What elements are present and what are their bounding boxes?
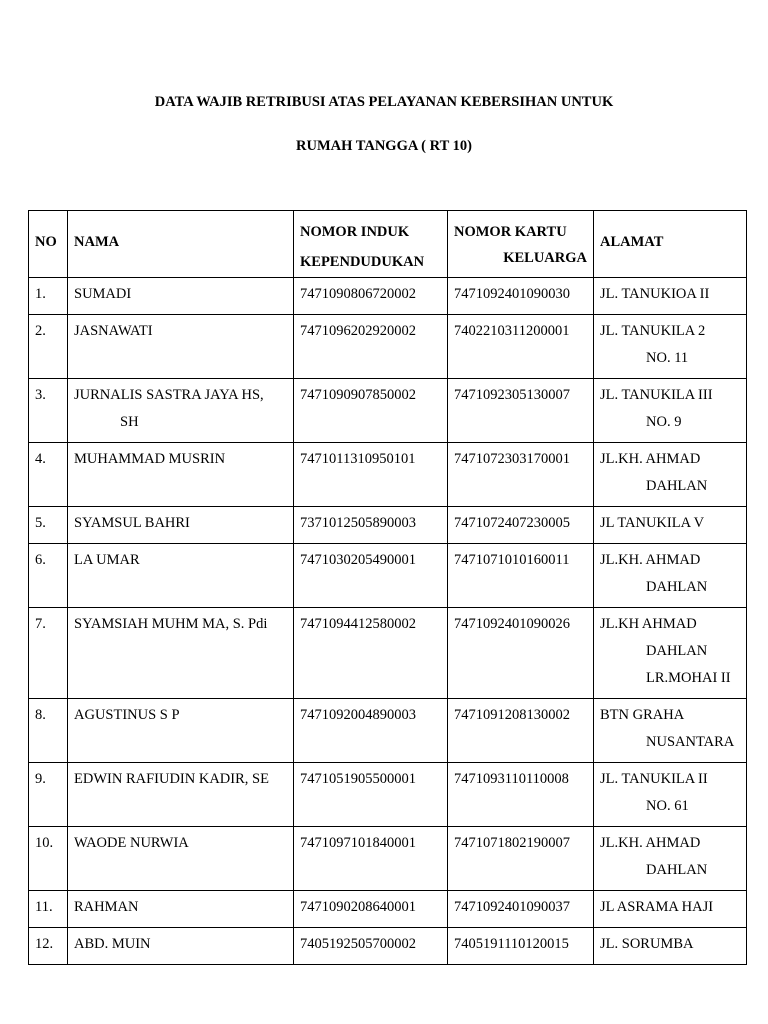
cell-alamat: JL.KH. AHMAD DAHLAN <box>594 827 747 891</box>
cell-kk: 7471072303170001 <box>448 443 594 507</box>
cell-kk: 7471092305130007 <box>448 379 594 443</box>
cell-nama: ABD. MUIN <box>68 928 294 965</box>
table-row <box>29 891 747 928</box>
cell-alamat: JL.KH. AHMAD DAHLAN <box>594 443 747 507</box>
cell-alamat: JL.KH. AHMAD DAHLAN <box>594 544 747 608</box>
cell-nik: 7471090907850002 <box>294 379 448 443</box>
table-row <box>29 507 747 544</box>
cell-kk: 7471071802190007 <box>448 827 594 891</box>
cell-alamat: JL.KH AHMAD DAHLAN LR.MOHAI II <box>594 608 747 699</box>
cell-no: 9. <box>29 763 68 827</box>
cell-no: 12. <box>29 928 68 965</box>
table-row <box>29 763 747 827</box>
cell-nik: 7471092004890003 <box>294 699 448 763</box>
cell-kk: 7471091208130002 <box>448 699 594 763</box>
cell-nama: LA UMAR <box>68 544 294 608</box>
cell-nik: 7471094412580002 <box>294 608 448 699</box>
table-row <box>29 379 747 443</box>
header-nama: NAMA <box>68 211 294 278</box>
cell-nama: JURNALIS SASTRA JAYA HS, SH <box>68 379 294 443</box>
header-alamat: ALAMAT <box>594 211 747 278</box>
cell-alamat: JL. TANUKILA III NO. 9 <box>594 379 747 443</box>
document-subtitle: RUMAH TANGGA ( RT 10) <box>296 138 472 154</box>
table-row <box>29 443 747 507</box>
cell-no: 7. <box>29 608 68 699</box>
cell-alamat: JL. TANUKILA 2 NO. 11 <box>594 315 747 379</box>
cell-nama: SYAMSUL BAHRI <box>68 507 294 544</box>
cell-kk: 7471092401090037 <box>448 891 594 928</box>
cell-nama: SUMADI <box>68 278 294 315</box>
cell-nik: 7471096202920002 <box>294 315 448 379</box>
cell-nik: 7471090806720002 <box>294 278 448 315</box>
cell-kk: 7402210311200001 <box>448 315 594 379</box>
cell-no: 2. <box>29 315 68 379</box>
cell-no: 4. <box>29 443 68 507</box>
cell-nik: 7471097101840001 <box>294 827 448 891</box>
cell-nik: 7471011310950101 <box>294 443 448 507</box>
cell-alamat: BTN GRAHA NUSANTARA <box>594 699 747 763</box>
table-row <box>29 827 747 891</box>
cell-nama: AGUSTINUS S P <box>68 699 294 763</box>
cell-nama: JASNAWATI <box>68 315 294 379</box>
table-row <box>29 608 747 699</box>
cell-kk: 7471092401090030 <box>448 278 594 315</box>
cell-no: 5. <box>29 507 68 544</box>
cell-nama: WAODE NURWIA <box>68 827 294 891</box>
document-title: DATA WAJIB RETRIBUSI ATAS PELAYANAN KEBERSIHAN UNTUK <box>154 94 614 110</box>
cell-no: 6. <box>29 544 68 608</box>
cell-no: 3. <box>29 379 68 443</box>
cell-nama: RAHMAN <box>68 891 294 928</box>
table-header-row <box>29 211 747 278</box>
cell-kk: 7405191110120015 <box>448 928 594 965</box>
cell-kk: 7471093110110008 <box>448 763 594 827</box>
cell-kk: 7471072407230005 <box>448 507 594 544</box>
cell-no: 1. <box>29 278 68 315</box>
cell-nik: 7471051905500001 <box>294 763 448 827</box>
cell-nik: 7371012505890003 <box>294 507 448 544</box>
cell-no: 11. <box>29 891 68 928</box>
header-nik: NOMOR INDUK KEPENDUDUKAN <box>294 211 448 278</box>
cell-alamat: JL TANUKILA V <box>594 507 747 544</box>
cell-nik: 7405192505700002 <box>294 928 448 965</box>
table-row <box>29 699 747 763</box>
table-row <box>29 928 747 965</box>
header-kk: NOMOR KARTU KELUARGA <box>448 211 594 278</box>
table-row <box>29 278 747 315</box>
cell-alamat: JL. SORUMBA <box>594 928 747 965</box>
cell-kk: 7471092401090026 <box>448 608 594 699</box>
cell-nama: MUHAMMAD MUSRIN <box>68 443 294 507</box>
cell-kk: 7471071010160011 <box>448 544 594 608</box>
cell-nik: 7471090208640001 <box>294 891 448 928</box>
cell-no: 10. <box>29 827 68 891</box>
cell-alamat: JL ASRAMA HAJI <box>594 891 747 928</box>
cell-nama: EDWIN RAFIUDIN KADIR, SE <box>68 763 294 827</box>
cell-nama: SYAMSIAH MUHM MA, S. Pdi <box>68 608 294 699</box>
cell-no: 8. <box>29 699 68 763</box>
cell-alamat: JL. TANUKILA II NO. 61 <box>594 763 747 827</box>
header-no: NO <box>29 211 68 278</box>
table-row <box>29 315 747 379</box>
table-row <box>29 544 747 608</box>
cell-nik: 7471030205490001 <box>294 544 448 608</box>
cell-alamat: JL. TANUKIOA II <box>594 278 747 315</box>
residents-table <box>28 210 747 965</box>
